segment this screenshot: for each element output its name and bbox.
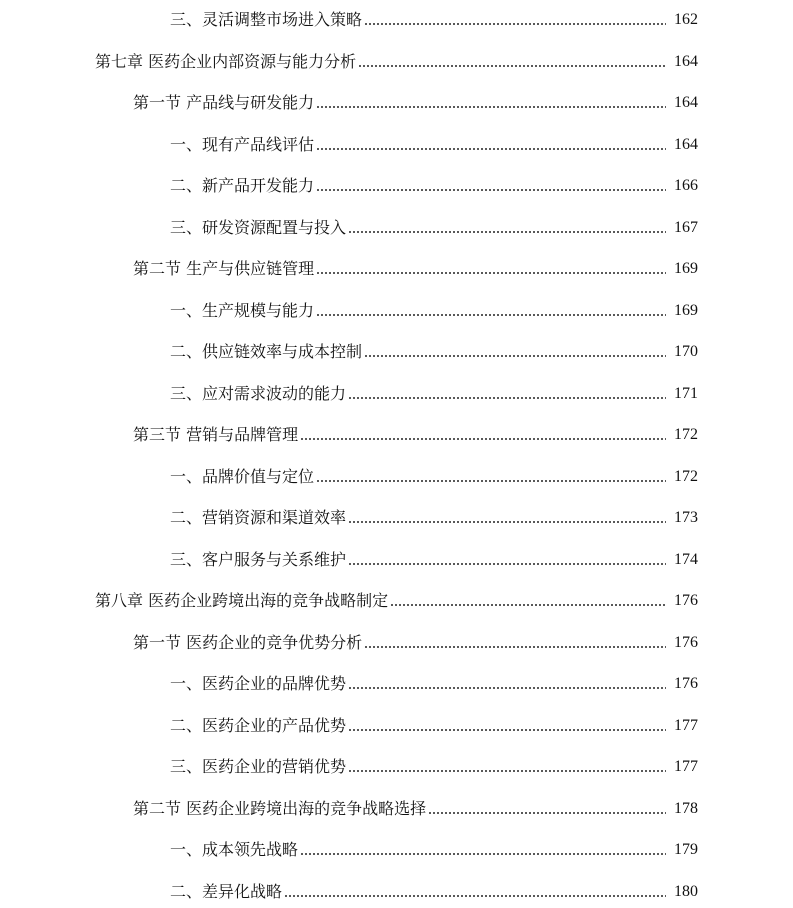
toc-entry-title: 一、品牌价值与定位 — [170, 466, 315, 486]
toc-page-number: 164 — [674, 135, 698, 153]
toc-entry[interactable] — [0, 706, 793, 736]
toc-entry[interactable] — [0, 498, 793, 528]
toc-dot-leader — [284, 895, 666, 897]
toc-entry[interactable] — [0, 664, 793, 694]
toc-entry-title: 第八章 医药企业跨境出海的竞争战略制定 — [95, 591, 389, 610]
toc-dot-leader — [348, 687, 666, 689]
toc-entry[interactable] — [0, 125, 793, 155]
toc-entry[interactable] — [0, 872, 793, 902]
toc-dot-leader — [428, 812, 666, 814]
toc-dot-leader — [316, 189, 666, 191]
toc-entry-title: 三、研发资源配置与投入 — [170, 217, 347, 237]
toc-dot-leader — [348, 563, 666, 565]
toc-page-number: 169 — [674, 260, 698, 277]
toc-page-number: 177 — [674, 716, 698, 734]
toc-dot-leader — [348, 521, 666, 523]
toc-dot-leader — [358, 65, 666, 67]
toc-dot-leader — [300, 438, 666, 440]
toc-page-number: 172 — [674, 426, 698, 443]
toc-dot-leader — [364, 355, 666, 357]
toc-entry[interactable] — [0, 208, 793, 238]
toc-dot-leader — [348, 729, 666, 731]
toc-page-number: 172 — [674, 467, 698, 485]
toc-entry-title: 一、成本领先战略 — [170, 840, 299, 859]
toc-entry[interactable] — [0, 249, 793, 279]
toc-entry-title: 三、灵活调整市场进入策略 — [170, 10, 363, 29]
toc-dot-leader — [316, 314, 666, 316]
toc-entry-title: 第二节 生产与供应链管理 — [133, 259, 315, 278]
toc-dot-leader — [300, 853, 666, 855]
toc-page-number: 176 — [674, 633, 698, 651]
toc-page-number: 164 — [674, 52, 698, 70]
toc-dot-leader — [364, 646, 666, 648]
toc-entry-title: 一、医药企业的品牌优势 — [170, 674, 347, 693]
toc-entry[interactable] — [0, 332, 793, 362]
toc-entry-title: 二、新产品开发能力 — [170, 176, 315, 195]
toc-entry[interactable] — [0, 457, 793, 487]
toc-dot-leader — [316, 480, 666, 482]
toc-entry-title: 三、客户服务与关系维护 — [170, 549, 347, 569]
toc-entry[interactable] — [0, 83, 793, 113]
toc-page-number: 167 — [674, 218, 698, 236]
toc-entry[interactable] — [0, 415, 793, 445]
toc-entry-title: 三、医药企业的营销优势 — [170, 757, 347, 776]
toc-page-number: 179 — [674, 841, 698, 858]
toc-entry[interactable] — [0, 42, 793, 72]
toc-entry[interactable] — [0, 747, 793, 777]
toc-entry-title: 第三节 营销与品牌管理 — [133, 425, 299, 444]
toc-page-number: 169 — [674, 301, 698, 319]
toc-entry-title: 二、差异化战略 — [170, 881, 283, 901]
toc-entry-title: 第一节 产品线与研发能力 — [133, 93, 315, 112]
toc-dot-leader — [390, 604, 666, 606]
toc-dot-leader — [348, 770, 666, 772]
toc-page-number: 170 — [674, 343, 698, 360]
toc-page-number: 166 — [674, 177, 698, 194]
toc-page-number: 180 — [674, 882, 698, 900]
toc-dot-leader — [348, 231, 666, 233]
toc-entry-title: 第一节 医药企业的竞争优势分析 — [133, 632, 363, 652]
toc-entry[interactable] — [0, 166, 793, 196]
toc-entry[interactable] — [0, 789, 793, 819]
toc-entry[interactable] — [0, 830, 793, 860]
toc-entry-title: 二、医药企业的产品优势 — [170, 715, 347, 735]
toc-entry-title: 一、生产规模与能力 — [170, 300, 315, 320]
toc-entry-title: 一、现有产品线评估 — [170, 134, 315, 154]
toc-page-number: 176 — [674, 592, 698, 609]
toc-entry-title: 二、营销资源和渠道效率 — [170, 508, 347, 527]
toc-dot-leader — [348, 397, 666, 399]
toc-entry[interactable] — [0, 540, 793, 570]
toc-entry[interactable] — [0, 291, 793, 321]
toc-dot-leader — [316, 106, 666, 108]
toc-entry-title: 第二节 医药企业跨境出海的竞争战略选择 — [133, 798, 427, 818]
toc-entry-title: 三、应对需求波动的能力 — [170, 383, 347, 403]
toc-entry[interactable] — [0, 374, 793, 404]
toc-page-number: 171 — [674, 384, 698, 402]
toc-page-number: 162 — [674, 11, 698, 28]
toc-dot-leader — [316, 148, 666, 150]
toc-entry[interactable] — [0, 623, 793, 653]
toc-entry[interactable] — [0, 0, 793, 30]
toc-entry[interactable] — [0, 581, 793, 611]
toc-page-number: 176 — [674, 675, 698, 692]
toc-page-number: 164 — [674, 94, 698, 111]
toc-dot-leader — [316, 272, 666, 274]
toc-entry-title: 第七章 医药企业内部资源与能力分析 — [95, 51, 357, 71]
toc-page-number: 173 — [674, 509, 698, 526]
toc-page-number: 178 — [674, 799, 698, 817]
toc-dot-leader — [364, 23, 666, 25]
toc-entry-title: 二、供应链效率与成本控制 — [170, 342, 363, 361]
toc-page-number: 177 — [674, 758, 698, 775]
toc-page-number: 174 — [674, 550, 698, 568]
